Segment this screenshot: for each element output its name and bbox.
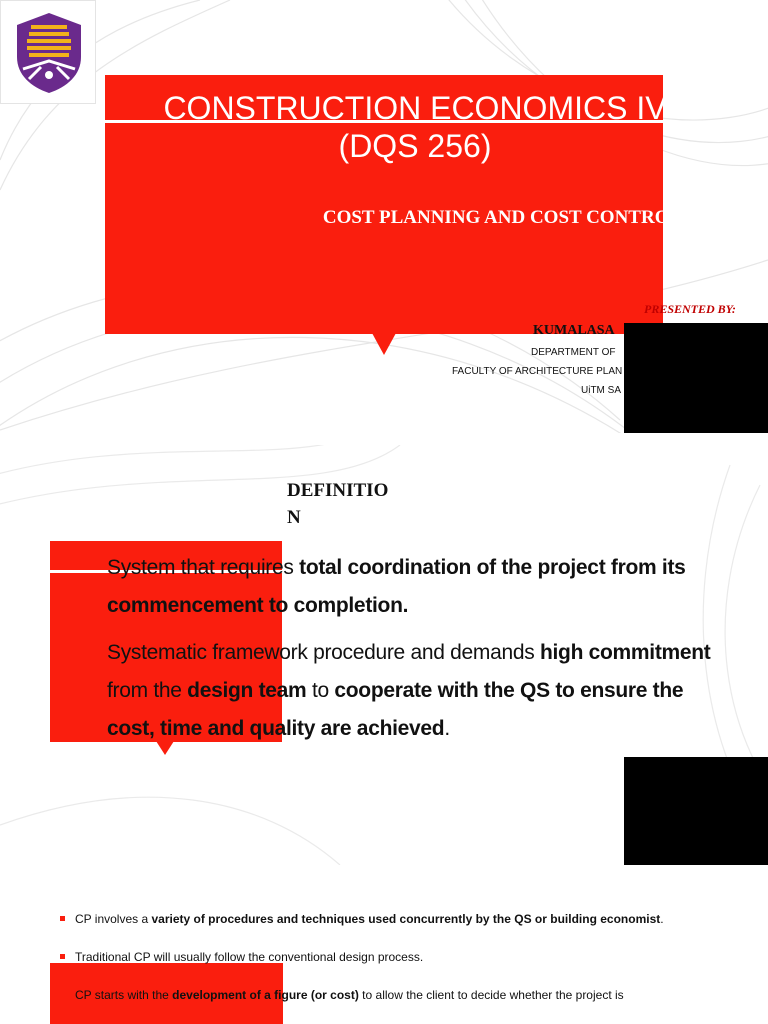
banner-pointer [372, 333, 396, 355]
text-run: CP starts with the [75, 988, 173, 1002]
course-code: (DQS 256) [338, 128, 492, 164]
university-crest-icon [11, 11, 87, 95]
university-logo [0, 0, 96, 104]
definition-body [107, 549, 732, 757]
text-run-bold: design team [187, 679, 307, 702]
text-run-bold: , time and quality are achieved [148, 717, 445, 740]
text-run-bold: development of a figure (or cost) [172, 988, 359, 1002]
text-run: to allow the client to decide whether the project is [358, 988, 624, 1002]
bullet-square-icon [60, 992, 65, 997]
text-run-bold: o completion. [275, 594, 409, 617]
content-slide [0, 878, 768, 1024]
definition-slide [0, 445, 768, 865]
title-banner [105, 75, 683, 334]
department-text: DEPARTMENT OF [531, 347, 616, 358]
list-item [58, 904, 718, 934]
text-run: . [660, 912, 664, 926]
text-run: . [444, 717, 450, 740]
definition-heading-line1: DEFINITIO [287, 480, 389, 501]
redaction-box [624, 323, 768, 433]
definition-paragraph-1 [107, 549, 732, 625]
slide-title: CONSTRUCTION ECONOMICS IV [163, 90, 667, 126]
text-run: Systematic framework procedure and demands [107, 641, 540, 664]
bullet-square-icon [60, 954, 65, 959]
text-run-bold: high commitment [539, 641, 711, 664]
redaction-box [624, 757, 768, 865]
text-run: Traditional CP will usually follow the conventional design process. [75, 950, 424, 964]
text-run: System that requires [107, 556, 300, 579]
faculty-text: FACULTY OF ARCHITECTURE PLAN [452, 366, 623, 377]
definition-heading [287, 477, 388, 531]
slide-subtitle: COST PLANNING AND COST CONTROL [322, 207, 683, 228]
text-run-bold: total coordination of the project from its commencement t [107, 556, 686, 617]
campus-text: UiTM SA [581, 385, 621, 396]
list-item [58, 942, 718, 972]
presenter-name: KUMALASA [533, 323, 615, 338]
presented-by-label: PRESENTED BY: [644, 302, 736, 316]
bullet-list [58, 904, 718, 1018]
text-run-bold: cooperate with the QS to ensure the cost [107, 679, 684, 740]
text-run: to [306, 679, 335, 702]
title-slide [0, 0, 768, 433]
bullet-square-icon [60, 916, 65, 921]
list-item [58, 980, 718, 1010]
text-run: from the [107, 679, 188, 702]
definition-heading-line2: N [287, 507, 301, 528]
definition-paragraph-2 [107, 634, 732, 748]
text-run: CP involves a [75, 912, 152, 926]
text-run-bold: variety of procedures and techniques used concurrently by the QS or building economist [151, 912, 661, 926]
